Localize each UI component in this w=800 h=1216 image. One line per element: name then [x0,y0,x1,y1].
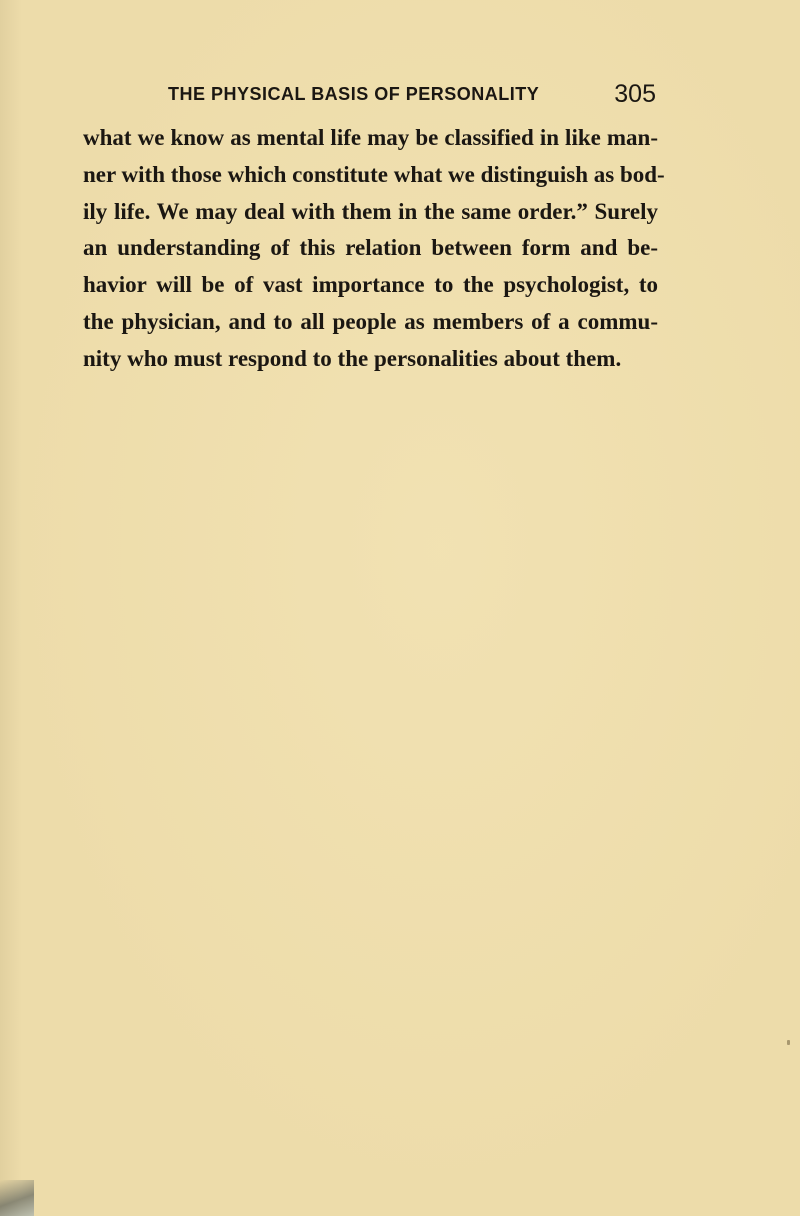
text-line-7: nity who must respond to the personalities about them. [83,345,622,371]
text-line-2: ner with those which constitute what we distinguish as bod- [83,161,665,187]
body-paragraph [83,120,665,378]
text-line-5: havior will be of vast importance to the psychologist, to [83,272,658,298]
scan-corner-shadow [0,1180,34,1216]
text-line-4: an understanding of this relation between form and be- [83,235,658,261]
text-line-1: what we know as mental life may be classified in like man- [83,125,658,150]
text-line-6: the physician, and to all people as members of a commu- [83,308,658,334]
running-title: THE PHYSICAL BASIS OF PERSONALITY [168,84,540,104]
text-line-3: ily life. We may deal with them in the same order.” Surely [83,198,658,224]
page-number: 305 [614,80,656,108]
page-header [168,80,656,112]
paper-speck [787,1040,790,1045]
